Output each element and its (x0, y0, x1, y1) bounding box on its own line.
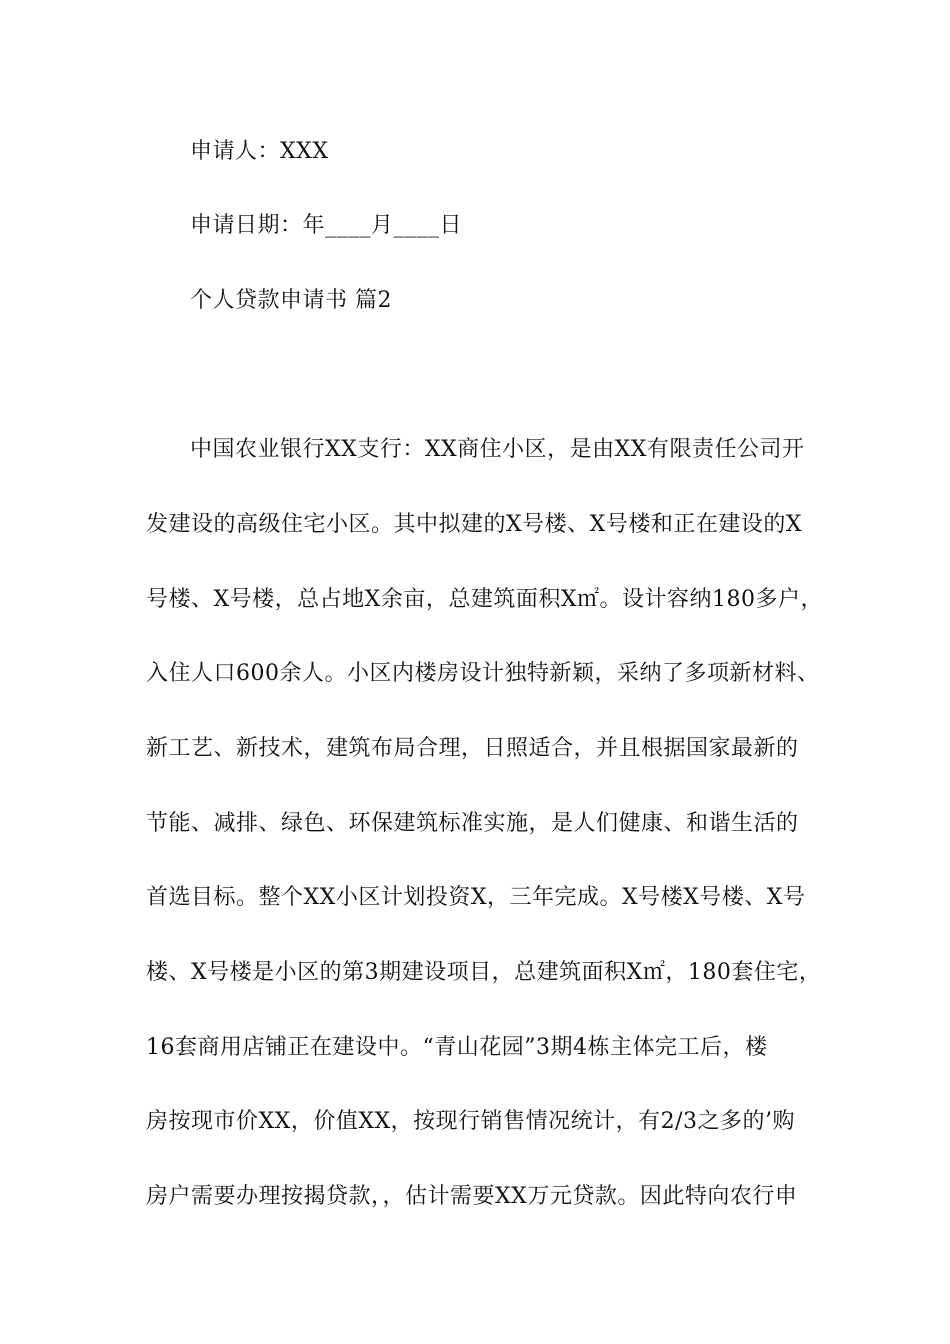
paragraph-line: 入住人口600余人。小区内楼房设计独特新颖，采纳了多项新材料、 (146, 661, 820, 686)
paragraph-line: 节能、减排、绿色、环保建筑标准实施，是人们健康、和谐生活的 (146, 811, 799, 836)
paragraph-line: 楼、X号楼是小区的第3期建设项目，总建筑面积X㎡，180套住宅， (146, 960, 822, 985)
applicant-line: 申请人：XXX (190, 139, 329, 164)
paragraph-line: 号楼、X号楼，总占地X余亩，总建筑面积X㎡。设计容纳180多户， (146, 587, 823, 612)
paragraph-line: 新工艺、新技术，建筑布局合理，日照适合，并且根据国家最新的 (146, 736, 799, 761)
paragraph-line: 房按现市价XX，价值XX，按现行销售情况统计，有2/3之多的’购 (146, 1109, 796, 1134)
apply-date-line: 申请日期：年____月____日 (190, 213, 463, 238)
paragraph-line: 房户需要办理按揭贷款，，估计需要XX万元贷款。因此特向农行申 (146, 1184, 798, 1209)
section-title: 个人贷款申请书 篇2 (190, 288, 392, 313)
paragraph-line: 16套商用店铺正在建设中。“青山花园”3期4栋主体完工后，楼 (146, 1035, 768, 1060)
paragraph-line: 中国农业银行XX支行：XX商住小区，是由XX有限责任公司开 (190, 437, 805, 462)
paragraph-line: 发建设的高级住宅小区。其中拟建的X号楼、X号楼和正在建设的X (146, 512, 802, 537)
paragraph-line: 首选目标。整个XX小区计划投资X，三年完成。X号楼X号楼、X号 (146, 885, 806, 910)
